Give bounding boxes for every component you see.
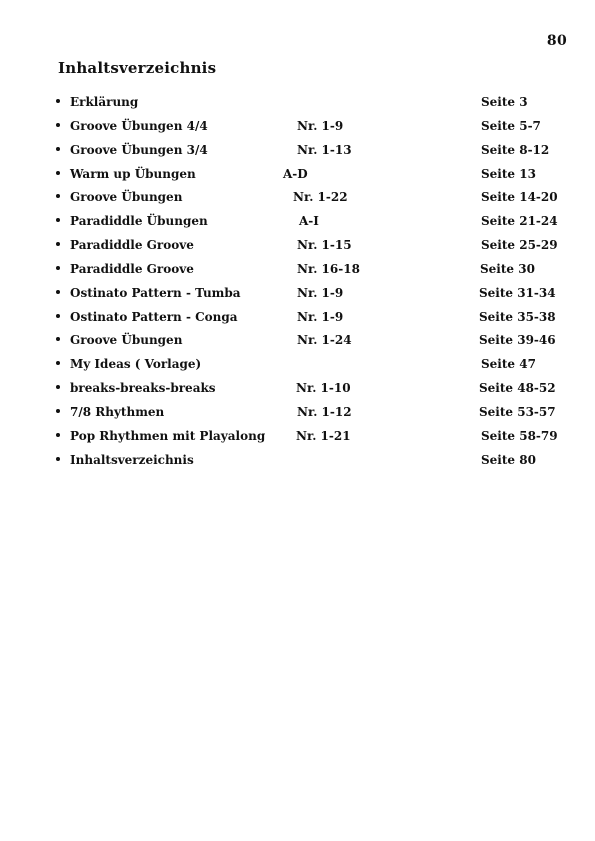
entry-page: Seite 14-20 xyxy=(481,190,558,205)
entry-page: Seite 8-12 xyxy=(481,142,550,157)
bullet-icon xyxy=(56,147,60,151)
entry-page: Seite 21-24 xyxy=(481,214,558,229)
entry-range: Nr. 1-15 xyxy=(297,238,352,253)
toc-entry xyxy=(0,427,595,451)
entry-range: Nr. 1-24 xyxy=(297,333,352,348)
entry-title: My Ideas ( Vorlage) xyxy=(70,357,202,372)
toc-entry xyxy=(0,451,595,475)
bullet-icon xyxy=(56,123,60,127)
page-title: Inhaltsverzeichnis xyxy=(58,59,217,77)
entry-title: 7/8 Rhythmen xyxy=(70,404,165,419)
entry-range: Nr. 16-18 xyxy=(297,261,360,276)
toc-entry xyxy=(0,93,595,117)
entry-range: A-D xyxy=(283,166,308,181)
entry-range: Nr. 1-13 xyxy=(297,142,352,157)
entry-title: Paradiddle Übungen xyxy=(70,214,208,229)
entry-range: Nr. 1-9 xyxy=(297,118,344,133)
toc-entry xyxy=(0,379,595,403)
toc-entry xyxy=(0,212,595,236)
bullet-icon xyxy=(56,266,60,270)
entry-title: Erklärung xyxy=(70,95,139,109)
bullet-icon xyxy=(56,171,60,175)
entry-range: Nr. 1-9 xyxy=(297,309,344,324)
toc-entry xyxy=(0,355,595,379)
bullet-icon xyxy=(56,385,60,389)
entry-page: Seite 47 xyxy=(481,357,536,372)
toc-entry xyxy=(0,188,595,212)
entry-page: Seite 39-46 xyxy=(479,333,556,348)
entry-title: breaks-breaks-breaks xyxy=(70,381,216,396)
entry-title: Paradiddle Groove xyxy=(70,261,194,276)
entry-range: Nr. 1-12 xyxy=(297,404,352,419)
entry-page: Seite 58-79 xyxy=(481,428,558,443)
entry-title: Inhaltsverzeichnis xyxy=(70,452,194,467)
bullet-icon xyxy=(56,290,60,294)
bullet-icon xyxy=(56,457,60,461)
bullet-icon xyxy=(56,242,60,246)
entry-range: Nr. 1-9 xyxy=(297,285,344,300)
bullet-icon xyxy=(56,409,60,413)
bullet-icon xyxy=(56,337,60,341)
toc-entry xyxy=(0,236,595,260)
bullet-icon xyxy=(56,218,60,222)
entry-title: Ostinato Pattern - Tumba xyxy=(70,285,241,300)
page-number: 80 xyxy=(546,33,567,49)
bullet-icon xyxy=(56,314,60,318)
entry-page: Seite 31-34 xyxy=(479,285,556,300)
entry-range: Nr. 1-10 xyxy=(296,381,351,396)
table-of-contents xyxy=(0,93,595,475)
toc-entry xyxy=(0,331,595,355)
bullet-icon xyxy=(56,194,60,198)
bullet-icon xyxy=(56,433,60,437)
toc-entry xyxy=(0,284,595,308)
entry-title: Warm up Übungen xyxy=(70,166,196,181)
entry-page: Seite 13 xyxy=(481,166,536,181)
toc-entry xyxy=(0,403,595,427)
entry-title: Groove Übungen xyxy=(70,190,183,205)
toc-entry xyxy=(0,117,595,141)
entry-title: Paradiddle Groove xyxy=(70,238,194,253)
entry-page: Seite 80 xyxy=(481,452,536,467)
bullet-icon xyxy=(56,361,60,365)
entry-range: A-I xyxy=(299,214,319,229)
entry-title: Groove Übungen 3/4 xyxy=(70,142,208,157)
entry-page: Seite 53-57 xyxy=(479,404,556,419)
toc-entry xyxy=(0,260,595,284)
entry-page: Seite 48-52 xyxy=(479,381,556,396)
toc-entry xyxy=(0,141,595,165)
entry-title: Pop Rhythmen mit Playalong xyxy=(70,428,266,443)
entry-title: Groove Übungen xyxy=(70,333,183,348)
entry-range: Nr. 1-22 xyxy=(293,190,348,205)
entry-page: Seite 3 xyxy=(481,95,528,109)
bullet-icon xyxy=(56,99,60,103)
entry-title: Groove Übungen 4/4 xyxy=(70,118,208,133)
toc-entry xyxy=(0,308,595,332)
entry-page: Seite 25-29 xyxy=(481,238,558,253)
toc-entry xyxy=(0,165,595,189)
entry-page: Seite 35-38 xyxy=(479,309,556,324)
entry-title: Ostinato Pattern - Conga xyxy=(70,309,238,324)
entry-page: Seite 30 xyxy=(480,261,535,276)
entry-page: Seite 5-7 xyxy=(481,118,541,133)
entry-range: Nr. 1-21 xyxy=(296,428,351,443)
